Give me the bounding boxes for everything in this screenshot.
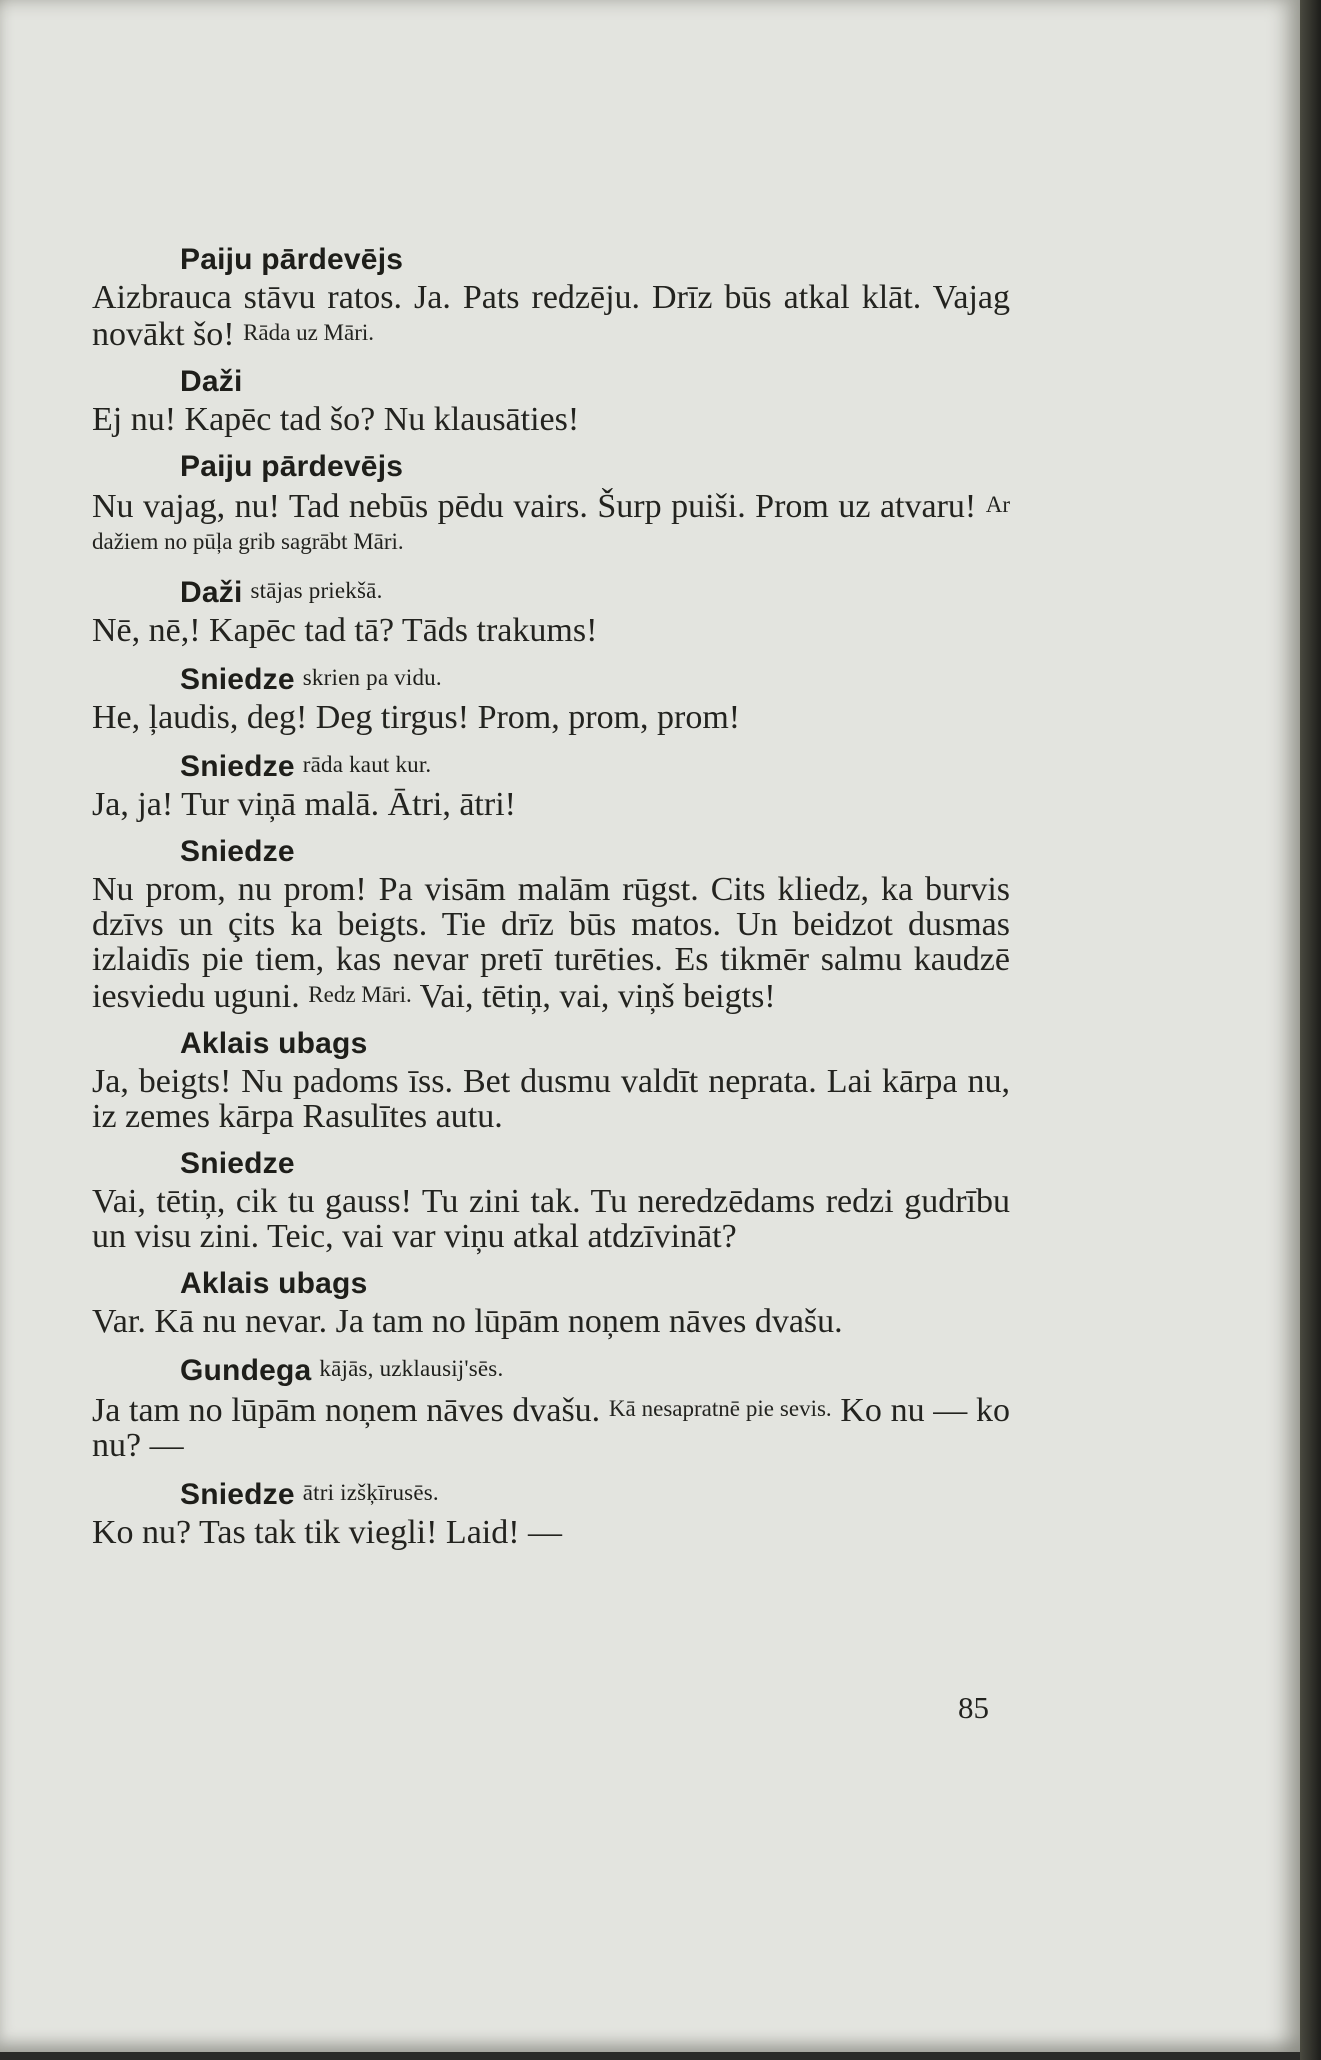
dialogue-block [92, 658, 1010, 735]
dialogue-block [92, 1144, 1010, 1254]
speaker-name: Sniedze skrien pa vidu. [180, 663, 442, 696]
dialogue-block [92, 362, 1010, 437]
dialogue-block [92, 1264, 1010, 1339]
dialogue-line: Nu prom, nu prom! Pa visām malām rūgst. Cits kliedz, ka burvis dzīvs un çits ka beigts. Tie drīz būs matos. Un beidzot dusmas izlaidīs pie tiem, kas nevar pretī turēties. Es tikmēr salmu kaudzē iesviedu uguni. Redz Māri. Vai, tētiņ, vai, viņš beigts! [92, 871, 1010, 1015]
dialogue-line: Vai, tētiņ, cik tu gauss! Tu zini tak. Tu neredzēdams redzi gudrību un visu zini. Teic, vai var viņu atkal atdzīvināt? [92, 1183, 1010, 1255]
dialogue-block [92, 1473, 1010, 1550]
stage-direction: skrien pa vidu. [302, 665, 442, 690]
dialogue-block [92, 240, 1010, 352]
dialogue-line: He, ļaudis, deg! Deg tirgus! Prom, prom, prom! [92, 699, 741, 736]
dialogue-block [92, 1024, 1010, 1134]
speaker-name: Paiju pārdevējs [180, 450, 404, 483]
speaker-name: Aklais ubags [180, 1027, 368, 1060]
stage-direction: Ar dažiem no pūļa grib sagrābt Māri. [92, 492, 1010, 554]
dialogue-block [92, 1349, 1010, 1463]
speaker-name: Aklais ubags [180, 1267, 368, 1300]
speaker-name: Sniedze rāda kaut kur. [180, 750, 432, 783]
dialogue-block [92, 571, 1010, 648]
page-number: 85 [958, 1690, 989, 1725]
dialogue-line: Ej nu! Kapēc tad šo? Nu klausāties! [92, 401, 580, 438]
dialogue-line: Ja tam no lūpām noņem nāves dvašu. Kā nesapratnē pie sevis. Ko nu — ko nu? — [92, 1392, 1010, 1464]
stage-direction: Redz Māri. [308, 982, 412, 1007]
dialogue-line: Ko nu? Tas tak tik viegli! Laid! — [92, 1514, 563, 1551]
stage-direction: kājās, uzklausij'sēs. [319, 1356, 504, 1381]
dialogue-block [92, 832, 1010, 1014]
dialogue-line: Nu vajag, nu! Tad nebūs pēdu vairs. Šurp puiši. Prom uz atvaru! Ar dažiem no pūļa grib sagrābt Māri. [92, 488, 1010, 554]
dialogue-line: Nē, nē,! Kapēc tad tā? Tāds trakums! [92, 612, 598, 649]
speaker-name: Paiju pārdevējs [180, 243, 404, 276]
speaker-name: Daži [180, 365, 243, 398]
stage-direction: stājas priekšā. [250, 578, 383, 603]
dialogue-line: Aizbrauca stāvu ratos. Ja. Pats redzēju. Drīz būs atkal klāt. Vajag novākt šo! Rāda uz Māri. [92, 279, 1010, 353]
play-text [92, 240, 1010, 1550]
speaker-name: Sniedze ātri izšķīrusēs. [180, 1478, 439, 1511]
stage-direction: ātri izšķīrusēs. [302, 1480, 439, 1505]
speaker-name: Sniedze [180, 1147, 295, 1180]
dialogue-line: Ja, ja! Tur viņā malā. Ātri, ātri! [92, 786, 516, 823]
speaker-name: Sniedze [180, 835, 295, 868]
dialogue-line: Ja, beigts! Nu padoms īss. Bet dusmu valdīt neprata. Lai kārpa nu, iz zemes kārpa Rasulītes autu. [92, 1063, 1010, 1135]
dialogue-block [92, 447, 1010, 561]
speaker-name: Daži stājas priekšā. [180, 576, 383, 609]
stage-direction: Kā nesapratnē pie sevis. [608, 1396, 832, 1421]
speaker-name: Gundega kājās, uzklausij'sēs. [180, 1354, 504, 1387]
book-spine-edge [1300, 0, 1321, 2060]
stage-direction: rāda kaut kur. [302, 752, 432, 777]
dialogue-block [92, 745, 1010, 822]
stage-direction: Rāda uz Māri. [243, 320, 375, 345]
dialogue-line: Var. Kā nu nevar. Ja tam no lūpām noņem nāves dvašu. [92, 1303, 843, 1340]
